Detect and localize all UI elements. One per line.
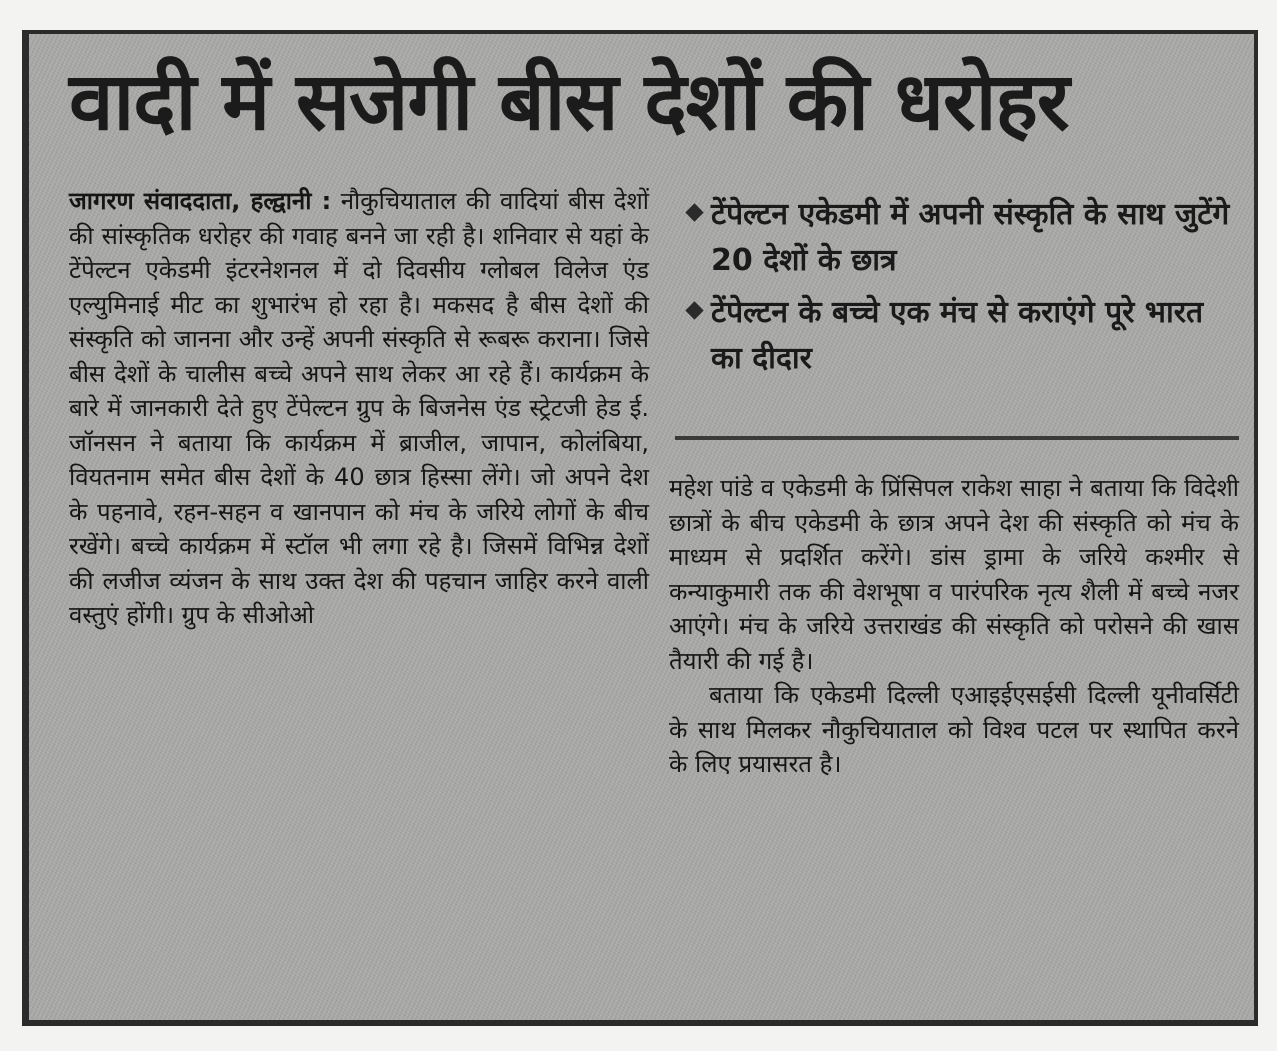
highlight-text: टेंपेल्टन के बच्चे एक मंच से कराएंगे पूरे भारत का दीदार bbox=[711, 295, 1204, 376]
headline: वादी में सजेगी बीस देशों की धरोहर bbox=[69, 55, 1069, 148]
left-body bbox=[69, 184, 649, 633]
right-paragraph-2: बताया कि एकेडमी दिल्ली एआइईएसईसी दिल्ली यूनीवर्सिटी के साथ मिलकर नौकुचियाताल को विश्व पटल पर स्थापित करने के लिए प्रयासरत है। bbox=[669, 681, 1239, 778]
highlight-item bbox=[684, 192, 1244, 284]
diamond-bullet-icon bbox=[685, 301, 703, 319]
right-paragraph-1: महेश पांडे व एकेडमी के प्रिंसिपल राकेश साहा ने बताया कि विदेशी छात्रों के बीच एकेडमी के छात्र अपने देश की संस्कृति को मंच के माध्यम से प्रदर्शित करेंगे। डांस ड्रामा के जरिये कश्मीर से कन्याकुमारी तक की वेशभूषा व पारंपरिक नृत्य शैली में बच्चे नजर आएंगे। मंच के जरिये उत्तराखंड की संस्कृति को परोसने की खास तैयारी की गई है। bbox=[669, 474, 1239, 675]
left-column bbox=[69, 184, 649, 633]
highlights-box bbox=[684, 192, 1244, 388]
divider-rule bbox=[675, 436, 1239, 440]
left-body-text: नौकुचियाताल की वादियां बीस देशों की सांस्कृतिक धरोहर की गवाह बनने जा रही है। शनिवार से यहां के टेंपेल्टन एकेडमी इंटरनेशनल में दो दिवसीय ग्लोबल विलेज एंड एल्युमिनाई मीट का शुभारंभ हो रहा है। मकसद है बीस देशों की संस्कृति को जानना और उन्हें अपनी संस्कृति से रूबरू कराना। जिसे बीस देशों के चालीस बच्चे अपने साथ लेकर आ रहे हैं। कार्यक्रम के बारे में जानकारी देते हुए टेंपेल्टन ग्रुप के बिजनेस एंड स्ट्रेटजी हेड ई. जॉनसन ने बताया कि कार्यक्रम में ब्राजील, जापान, कोलंबिया, वियतनाम समेत बीस देशों के 40 छात्र हिस्सा लेंगे। जो अपने देश के पहनावे, रहन-सहन व खानपान को मंच के जरिये लोगों के बीच रखेंगे। बच्चे कार्यक्रम में स्टॉल भी लगा रहे है। जिसमें विभिन्न देशों की लजीज व्यंजन के साथ उक्त देश की पहचान जाहिर करने वाली वस्तुएं होंगी। ग्रुप के सीओओ bbox=[69, 187, 649, 629]
newspaper-clipping bbox=[22, 30, 1258, 1026]
highlight-text: टेंपेल्टन एकेडमी में अपनी संस्कृति के साथ जुटेंगे 20 देशों के छात्र bbox=[711, 197, 1230, 278]
diamond-bullet-icon bbox=[685, 203, 703, 221]
byline: जागरण संवाददाता, हल्द्वानी : bbox=[69, 187, 332, 215]
highlight-item bbox=[684, 290, 1244, 382]
right-column bbox=[669, 471, 1239, 782]
